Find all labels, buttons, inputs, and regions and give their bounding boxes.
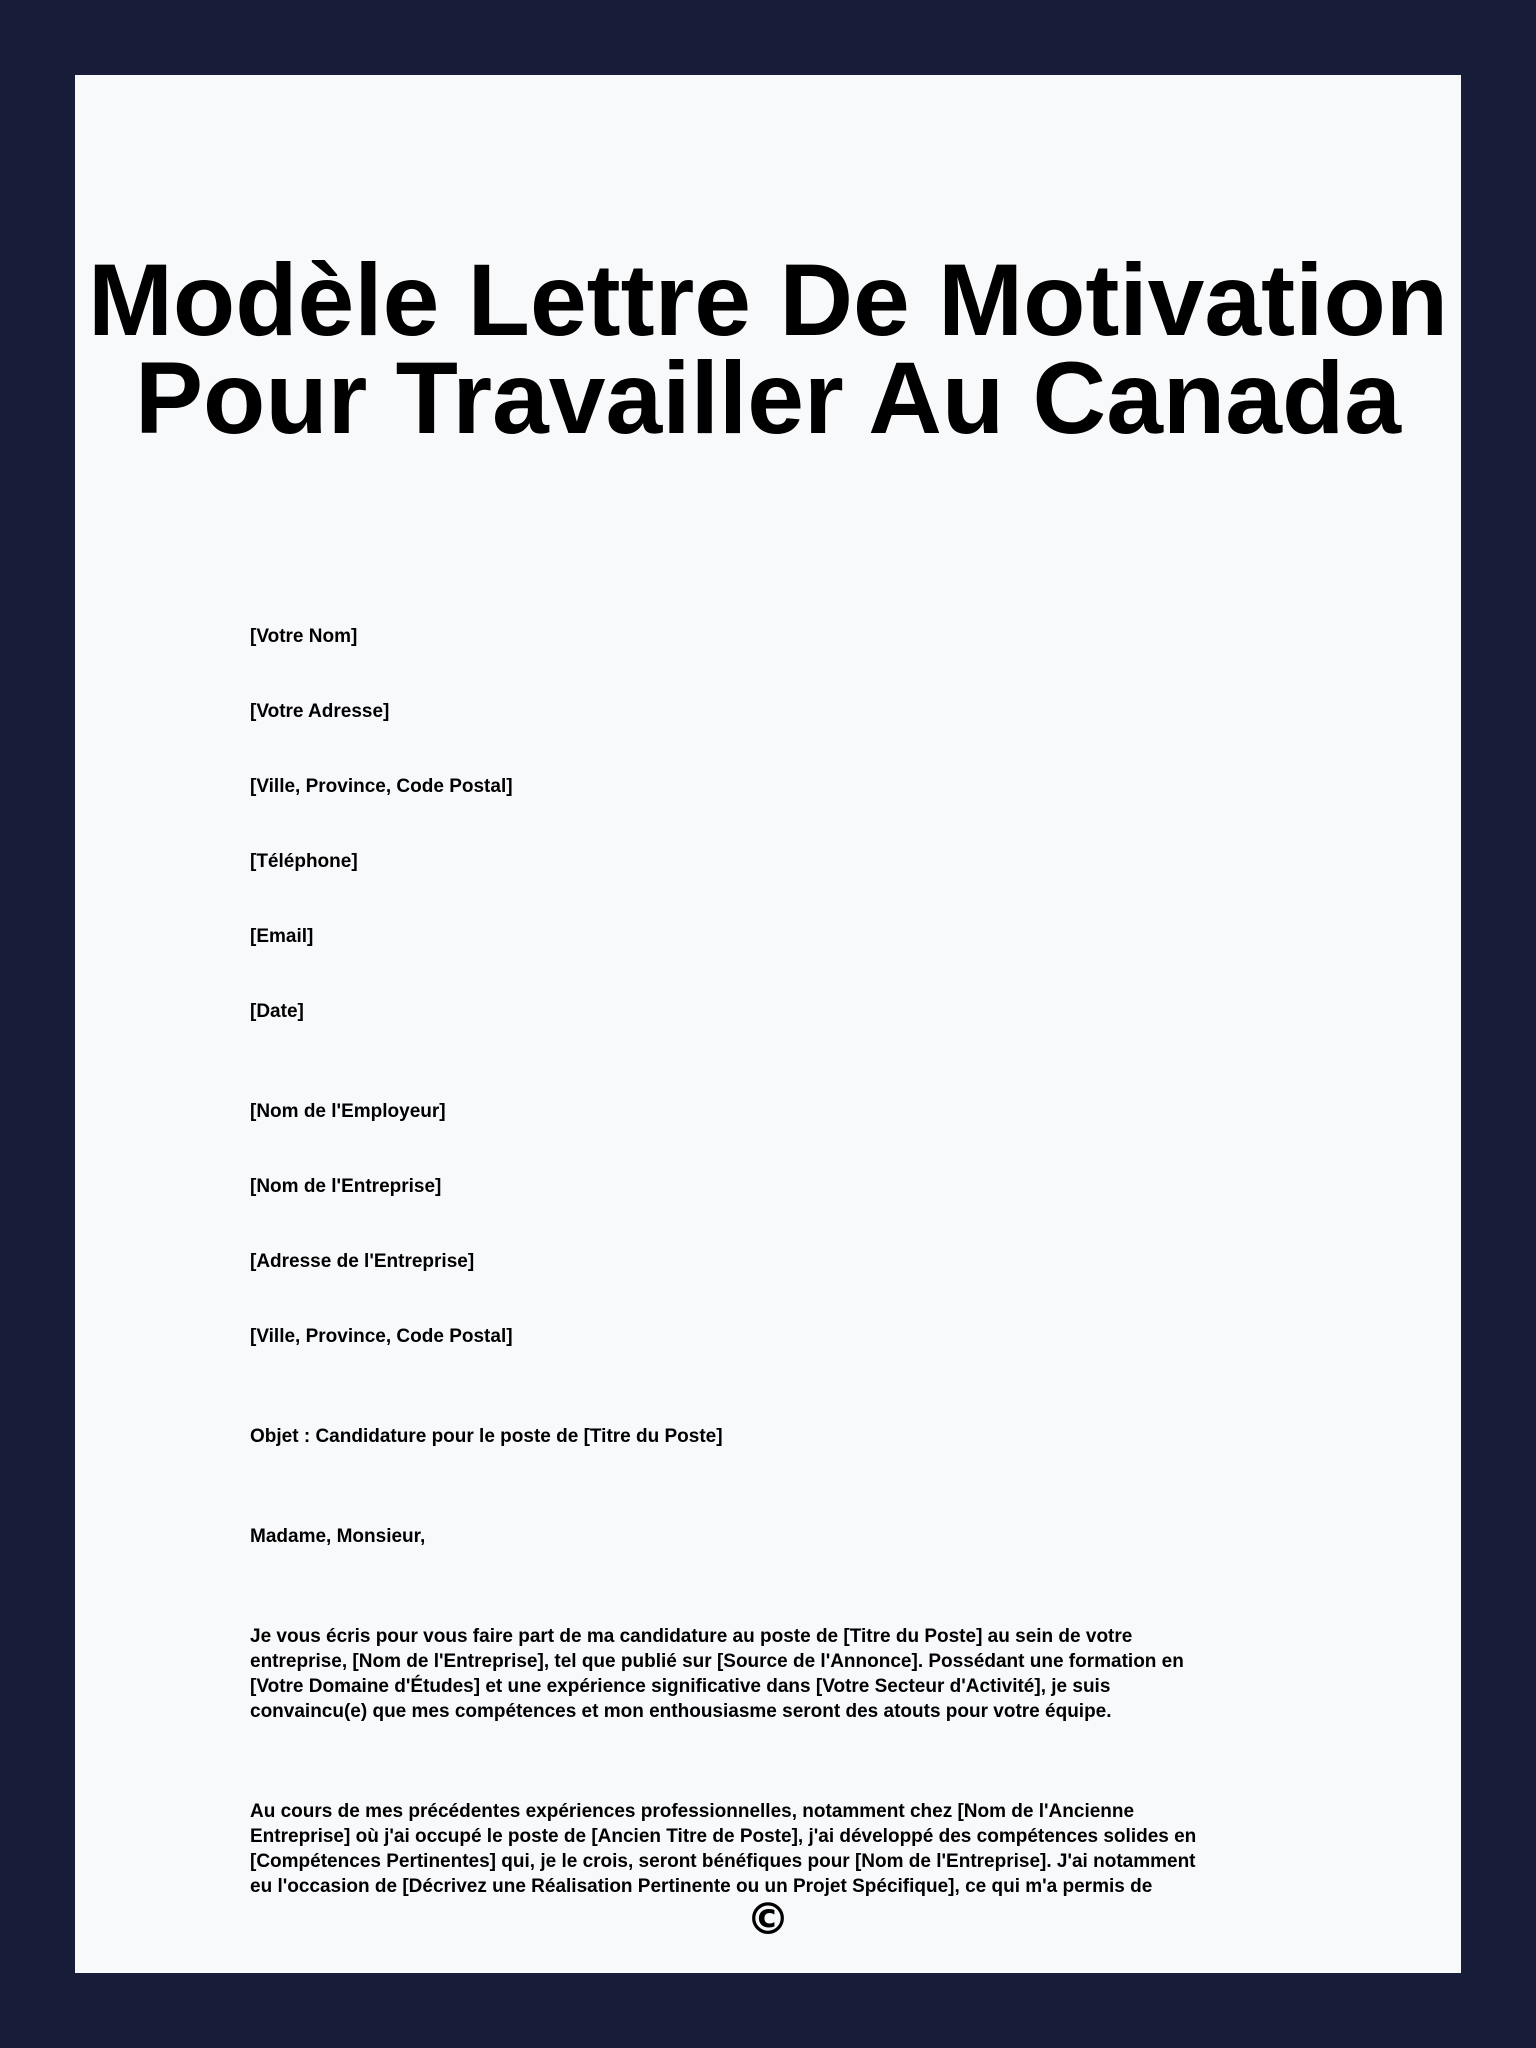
paragraph-2-line: [Compétences Pertinentes] qui, je le crois, seront bénéfiques pour [Nom de l'Entreprise]. J'ai notamment <box>250 1851 1196 1872</box>
letter-date: [Date] <box>250 1001 304 1022</box>
paragraph-2-line: Au cours de mes précédentes expériences professionnelles, notamment chez [Nom de l'Ancienne <box>250 1801 1135 1822</box>
title-line-2: Pour Travailler Au Canada <box>135 341 1401 455</box>
paragraph-2 <box>250 1799 1260 1899</box>
sender-phone: [Téléphone] <box>250 851 358 872</box>
paragraph-1 <box>250 1624 1260 1724</box>
recipient-company: [Nom de l'Entreprise] <box>250 1176 442 1197</box>
sender-city: [Ville, Province, Code Postal] <box>250 776 513 797</box>
sender-address: [Votre Adresse] <box>250 701 390 722</box>
paragraph-2-line: Entreprise] où j'ai occupé le poste de [Ancien Titre de Poste], j'ai développé des compétences solides en <box>250 1826 1197 1847</box>
sender-name: [Votre Nom] <box>250 626 358 647</box>
document-title <box>75 243 1461 455</box>
document-page <box>75 75 1461 1973</box>
sender-email: [Email] <box>250 926 314 947</box>
copyright-icon: © <box>746 1894 790 1945</box>
paragraph-1-line: [Votre Domaine d'Études] et une expérience significative dans [Votre Secteur d'Activité], je suis <box>250 1676 1111 1697</box>
recipient-address: [Adresse de l'Entreprise] <box>250 1251 475 1272</box>
paragraph-1-line: entreprise, [Nom de l'Entreprise], tel que publié sur [Source de l'Annonce]. Possédant une formation en <box>250 1651 1184 1672</box>
title-line-1: Modèle Lettre De Motivation <box>87 243 1449 357</box>
paragraph-1-line: Je vous écris pour vous faire part de ma candidature au poste de [Titre du Poste] au sein de votre <box>250 1626 1133 1647</box>
recipient-city: [Ville, Province, Code Postal] <box>250 1326 513 1347</box>
paragraph-2-line: eu l'occasion de [Décrivez une Réalisation Pertinente ou un Projet Spécifique], ce qui m'a permis de <box>250 1876 1153 1897</box>
letter-subject: Objet : Candidature pour le poste de [Titre du Poste] <box>250 1426 723 1447</box>
letter-salutation: Madame, Monsieur, <box>250 1526 426 1547</box>
recipient-employer: [Nom de l'Employeur] <box>250 1101 446 1122</box>
paragraph-1-line: convaincu(e) que mes compétences et mon enthousiasme seront des atouts pour votre équipe. <box>250 1701 1112 1722</box>
